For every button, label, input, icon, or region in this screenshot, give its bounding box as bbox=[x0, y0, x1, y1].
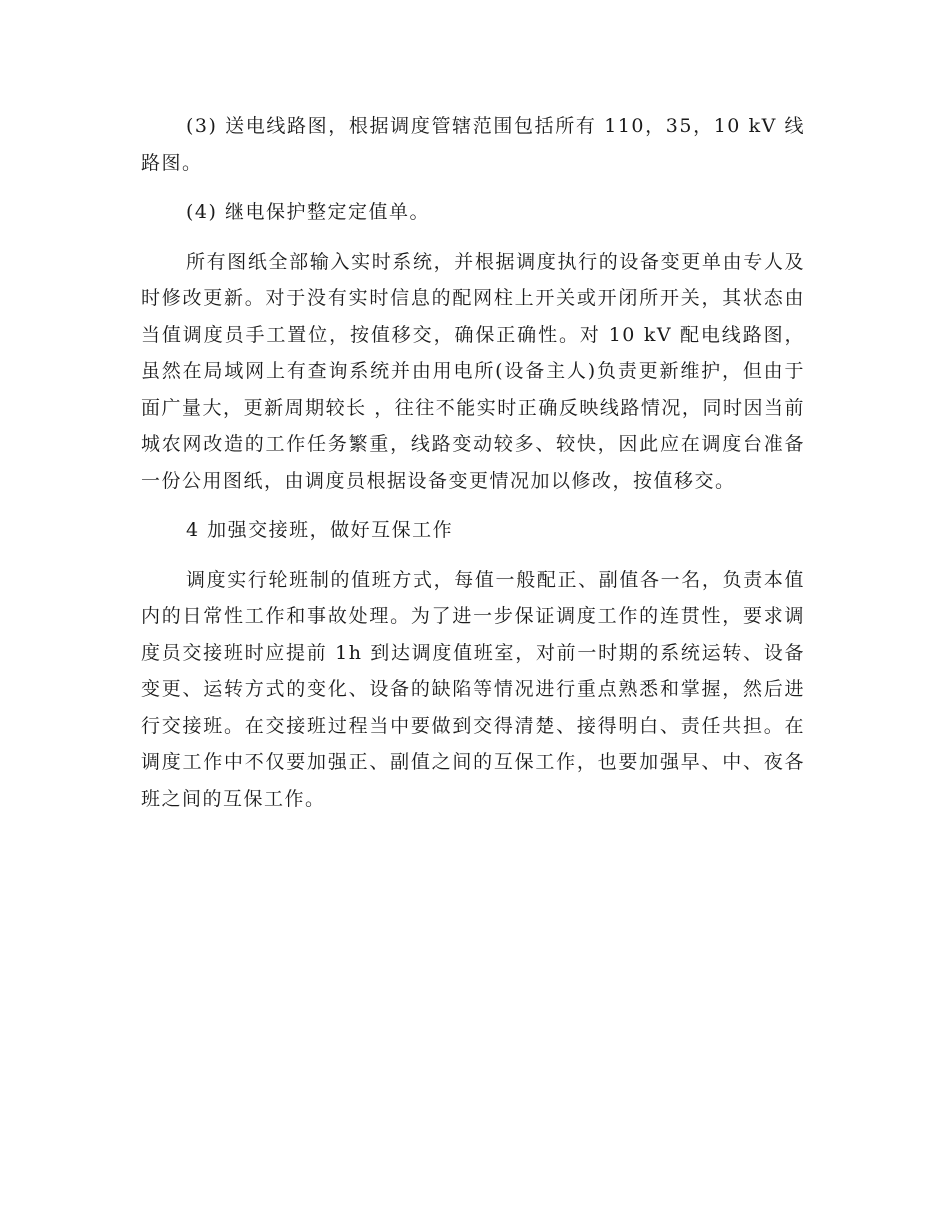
paragraph-line-diagram: (3) 送电线路图，根据调度管辖范围包括所有 110，35，10 kV 线路图。 bbox=[141, 115, 805, 174]
paragraph-drawings-update: 所有图纸全部输入实时系统，并根据调度执行的设备变更单由专人及时修改更新。对于没有实时信息的配网柱上开关或开闭所开关，其状态由当值调度员手工置位，按值移交，确保正确性。对 10 kV 配电线路图，虽然在局域网上有查询系统并由用电所(设备主人)负责更新维护，但由于面广量大，更新周期较长 ，往往不能实时正确反映线路情况，同时因当前城农网改造的工作任务繁重，线路变动较多、较快，因此应在调度台准备一份公用图纸，由调度员根据设备变更情况加以修改，按值移交。 bbox=[141, 250, 805, 492]
paragraph-shift-handover: 调度实行轮班制的值班方式，每值一般配正、副值各一名，负责本值内的日常性工作和事故处理。为了进一步保证调度工作的连贯性，要求调度员交接班时应提前 1h 到达调度值班室，对前一时期的系统运转、设备变更、运转方式的变化、设备的缺陷等情况进行重点熟悉和掌握，然后进行交接班。在交接班过程当中要做到交得清楚、接得明白、责任共担。在调度工作中不仅要加强正、副值之间的互保工作，也要加强早、中、夜各班之间的互保工作。 bbox=[141, 568, 805, 810]
section-heading: 4 加强交接班，做好互保工作 bbox=[186, 519, 454, 541]
document-body bbox=[141, 108, 805, 830]
paragraph-relay-settings: (4) 继电保护整定定值单。 bbox=[186, 201, 430, 223]
